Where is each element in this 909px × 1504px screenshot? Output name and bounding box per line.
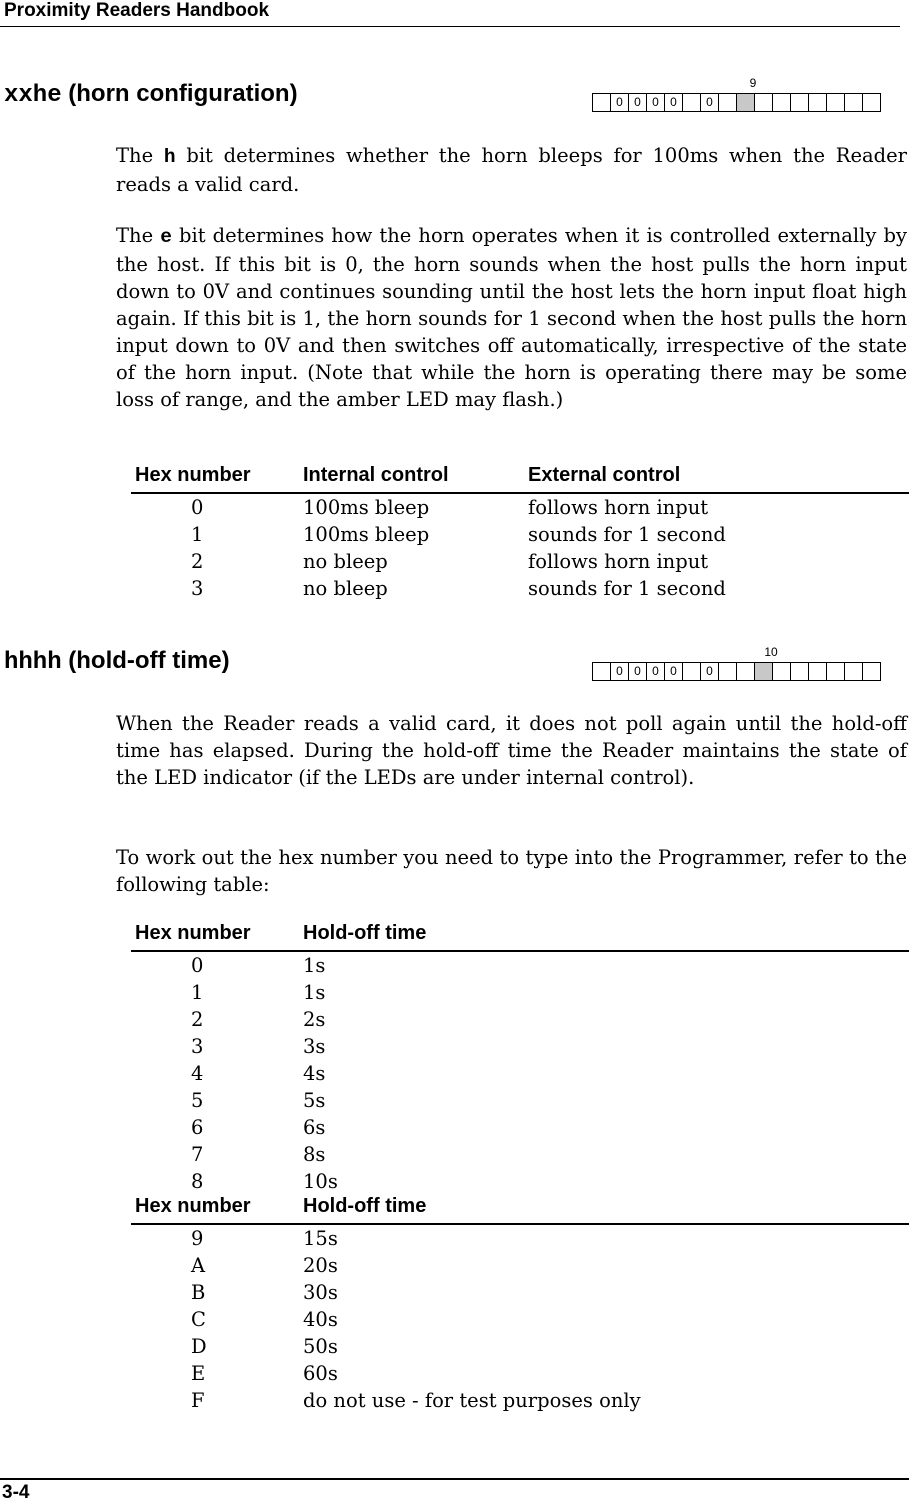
cell: 3 [191,577,204,600]
paragraph-refer-table: To work out the hex number you need to type into the Programmer, refer to the following table: [116,846,907,896]
paragraph-h-bit [116,142,907,198]
bit-cell [593,663,611,680]
cell: 15s [303,1227,338,1250]
bit-cell: 0 [629,663,647,680]
table-row [131,1252,909,1279]
cell: 1s [303,954,326,977]
footer-divider [0,1478,909,1480]
table-row [131,1306,909,1333]
section-heading-hold-off [4,647,230,676]
cell: 2 [191,1008,204,1031]
column-header: Hex number [135,464,251,486]
cell: D [191,1335,207,1358]
table-row [131,1387,909,1414]
bit-cell [863,663,881,680]
table-row [131,1033,909,1060]
cell: 8s [303,1143,326,1166]
cell: 50s [303,1335,338,1358]
section-title: (hold-off time) [68,647,230,674]
page-number: 3-4 [2,1482,30,1503]
bit-cell [791,94,809,111]
column-header: Hold-off time [303,1195,427,1217]
cell: do not use - for test purposes only [303,1389,641,1412]
section-code: xxhe [4,82,62,109]
cell: A [191,1254,206,1277]
bit-cell: 0 [701,94,719,111]
cell: C [191,1308,206,1331]
table-row [131,575,909,602]
bit-cell: 0 [701,663,719,680]
column-header: External control [528,464,681,486]
paragraph-hold-off: When the Reader reads a valid card, it does not poll again until the hold-off time has elapsed. During the hold-off time the Reader maintains the state of the LED indicator (if the LEDs are under internal control). [116,712,907,789]
bit-cell [755,94,773,111]
hold-off-table [131,922,909,1414]
cell: 9 [191,1227,204,1250]
cell: 1s [303,981,326,1004]
cell: 3s [303,1035,326,1058]
cell: 0 [191,954,204,977]
column-header: Hex number [135,922,251,944]
cell: 40s [303,1308,338,1331]
cell: B [191,1281,206,1304]
table-row [131,952,909,979]
table-row [131,494,909,521]
bit-cell [791,663,809,680]
table-row [131,1360,909,1387]
table-row [131,1087,909,1114]
cell: 3 [191,1035,204,1058]
header-divider [0,26,900,27]
cell: 100ms bleep [303,496,430,519]
bit-cell: 0 [611,663,629,680]
bit-cell-highlighted [737,94,755,111]
cell: F [191,1389,205,1412]
bit-cell [683,94,701,111]
cell: 10s [303,1170,338,1193]
cell: 4 [191,1062,204,1085]
cell: follows horn input [528,496,709,519]
bit-cell-highlighted [755,663,773,680]
keyword: h [163,146,176,168]
header-title: Proximity Readers Handbook [4,0,270,21]
cell: sounds for 1 second [528,577,726,600]
bit-cell [773,94,791,111]
table-row [131,548,909,575]
table-row [131,1006,909,1033]
cell: no bleep [303,550,388,573]
bit-label: 9 [749,76,757,90]
cell: 4s [303,1062,326,1085]
cell: 6s [303,1116,326,1139]
bit-label: 10 [764,645,778,659]
bit-cell: 0 [647,94,665,111]
table-header [131,922,909,952]
bit-cell [827,94,845,111]
bit-cell [719,663,737,680]
table-row [131,1114,909,1141]
section-code: hhhh [4,649,62,676]
column-header: Internal control [303,464,449,486]
cell: 2s [303,1008,326,1031]
keyword: e [160,226,172,248]
cell: 60s [303,1362,338,1385]
cell: sounds for 1 second [528,523,726,546]
bit-cell [593,94,611,111]
bit-cell [737,663,755,680]
bit-cell [827,663,845,680]
table-row [131,1141,909,1168]
table-row [131,979,909,1006]
bit-cell [719,94,737,111]
cell: 5s [303,1089,326,1112]
cell: follows horn input [528,550,709,573]
column-header: Hold-off time [303,922,427,944]
table-row [131,521,909,548]
bit-cell: 0 [647,663,665,680]
cell: 0 [191,496,204,519]
section-title: (horn configuration) [68,80,298,107]
table-row [131,1333,909,1360]
cell: 8 [191,1170,204,1193]
table-header [131,464,909,494]
cell: 100ms bleep [303,523,430,546]
bit-cell: 0 [665,663,683,680]
bit-cell [683,663,701,680]
cell: 1 [191,523,204,546]
cell: 5 [191,1089,204,1112]
table-row [131,1279,909,1306]
table-row [131,1225,909,1252]
cell: 6 [191,1116,204,1139]
text: bit determines how the horn operates when it is controlled externally by the host. If this bit is 0, the horn sounds when the host pulls the horn input down to 0V and continues sounding until the host lets the horn input float high again. If this bit is 1, the horn sounds for 1 second when the host pulls the horn input down to 0V and then switches off automatically, irrespective of the state of the horn input. (Note that while the horn is operating there may be some loss of range, and the amber LED may flash.) [116,224,907,411]
bit-cell: 0 [629,94,647,111]
bit-cells [592,93,881,112]
text: bit determines whether the horn bleeps for 100ms when the Reader reads a valid card. [116,144,907,196]
text: The [116,224,161,247]
paragraph-e-bit [116,222,907,413]
bit-cell: 0 [665,94,683,111]
bit-cell [809,94,827,111]
cell: 20s [303,1254,338,1277]
cell: 2 [191,550,204,573]
cell: no bleep [303,577,388,600]
bit-cell [845,663,863,680]
bit-cells [592,662,881,681]
bit-cell: 0 [611,94,629,111]
table-header-repeat [131,1195,909,1225]
bit-cell [863,94,881,111]
cell: 30s [303,1281,338,1304]
text: The [116,144,164,167]
cell: 1 [191,981,204,1004]
cell: E [191,1362,206,1385]
cell: 7 [191,1143,204,1166]
bit-cell [809,663,827,680]
horn-config-table [131,464,909,602]
bit-cell [845,94,863,111]
section-heading-horn [4,80,298,109]
column-header: Hex number [135,1195,251,1217]
table-row [131,1168,909,1195]
bit-cell [773,663,791,680]
table-row [131,1060,909,1087]
